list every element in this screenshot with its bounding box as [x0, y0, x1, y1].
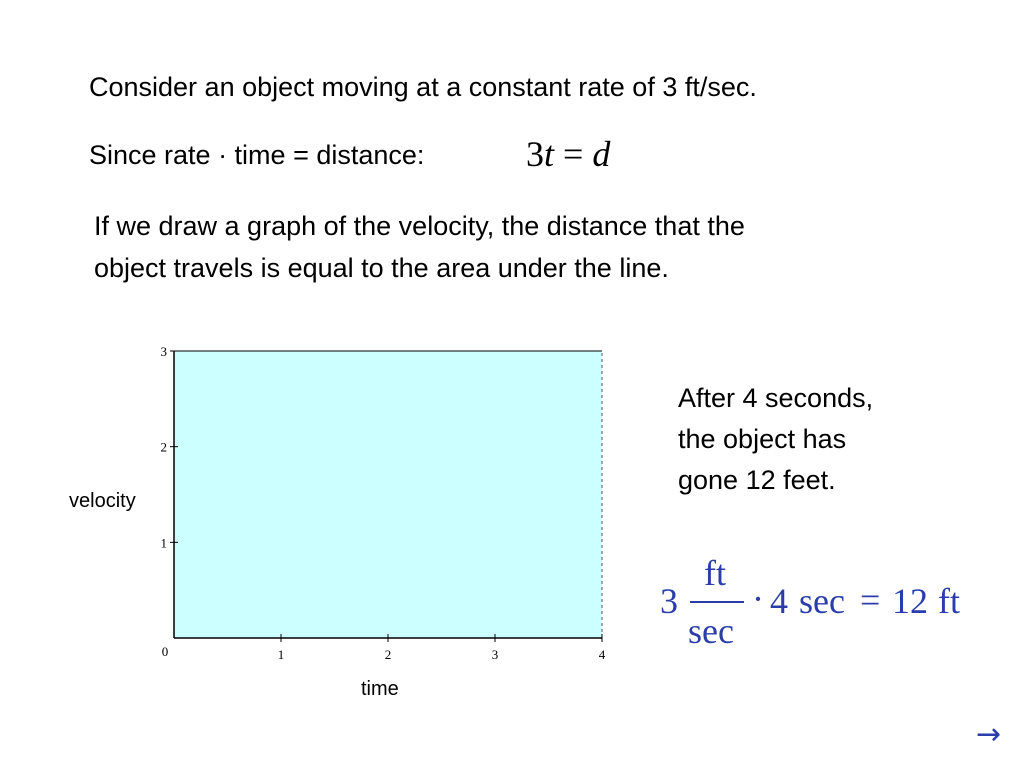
formula-op: = — [563, 134, 584, 174]
after-text-line-3: gone 12 feet. — [678, 465, 836, 495]
formula-var-d: d — [592, 134, 611, 174]
equation-equals: = — [860, 580, 881, 620]
equation-time-unit: sec — [799, 581, 845, 621]
x-tick-label: 3 — [491, 647, 499, 662]
after-text-line-2: the object has — [678, 424, 847, 454]
intro-text: Consider an object moving at a constant rate of 3 ft/sec. — [89, 72, 757, 102]
equation-dot: · — [752, 579, 764, 619]
x-axis-label: time — [361, 678, 399, 700]
y-tick-label: 3 — [160, 344, 167, 359]
formula-coef: 3 — [526, 134, 544, 174]
after-text-line-1: After 4 seconds, — [678, 383, 874, 413]
area-under-line — [174, 351, 602, 638]
equation-time-value: 4 — [770, 581, 788, 621]
equation-coefficient: 3 — [660, 581, 678, 621]
since-label: Since rate · time = distance: — [89, 140, 425, 170]
distance-equation — [660, 553, 990, 653]
equation-result-value: 12 — [892, 581, 928, 621]
equation-denominator: sec — [688, 611, 734, 651]
x-tick-label: 0 — [161, 644, 169, 659]
y-tick-label: 2 — [160, 439, 167, 455]
x-tick-label: 4 — [598, 647, 606, 662]
formula-var-t: t — [544, 134, 555, 174]
graph-text-line-2: object travels is equal to the area under the line. — [94, 253, 669, 283]
equation-numerator: ft — [704, 553, 726, 593]
fraction-bar — [690, 601, 744, 603]
graph-text-line-1: If we draw a graph of the velocity, the distance that the — [94, 211, 745, 241]
x-tick-label: 2 — [384, 647, 392, 662]
y-tick-label: 1 — [160, 535, 167, 551]
x-tick-label: 1 — [277, 647, 285, 662]
equation-result-unit: ft — [938, 581, 960, 621]
next-slide-arrow-icon[interactable]: → — [976, 717, 1002, 752]
y-axis-label: velocity — [69, 490, 136, 512]
